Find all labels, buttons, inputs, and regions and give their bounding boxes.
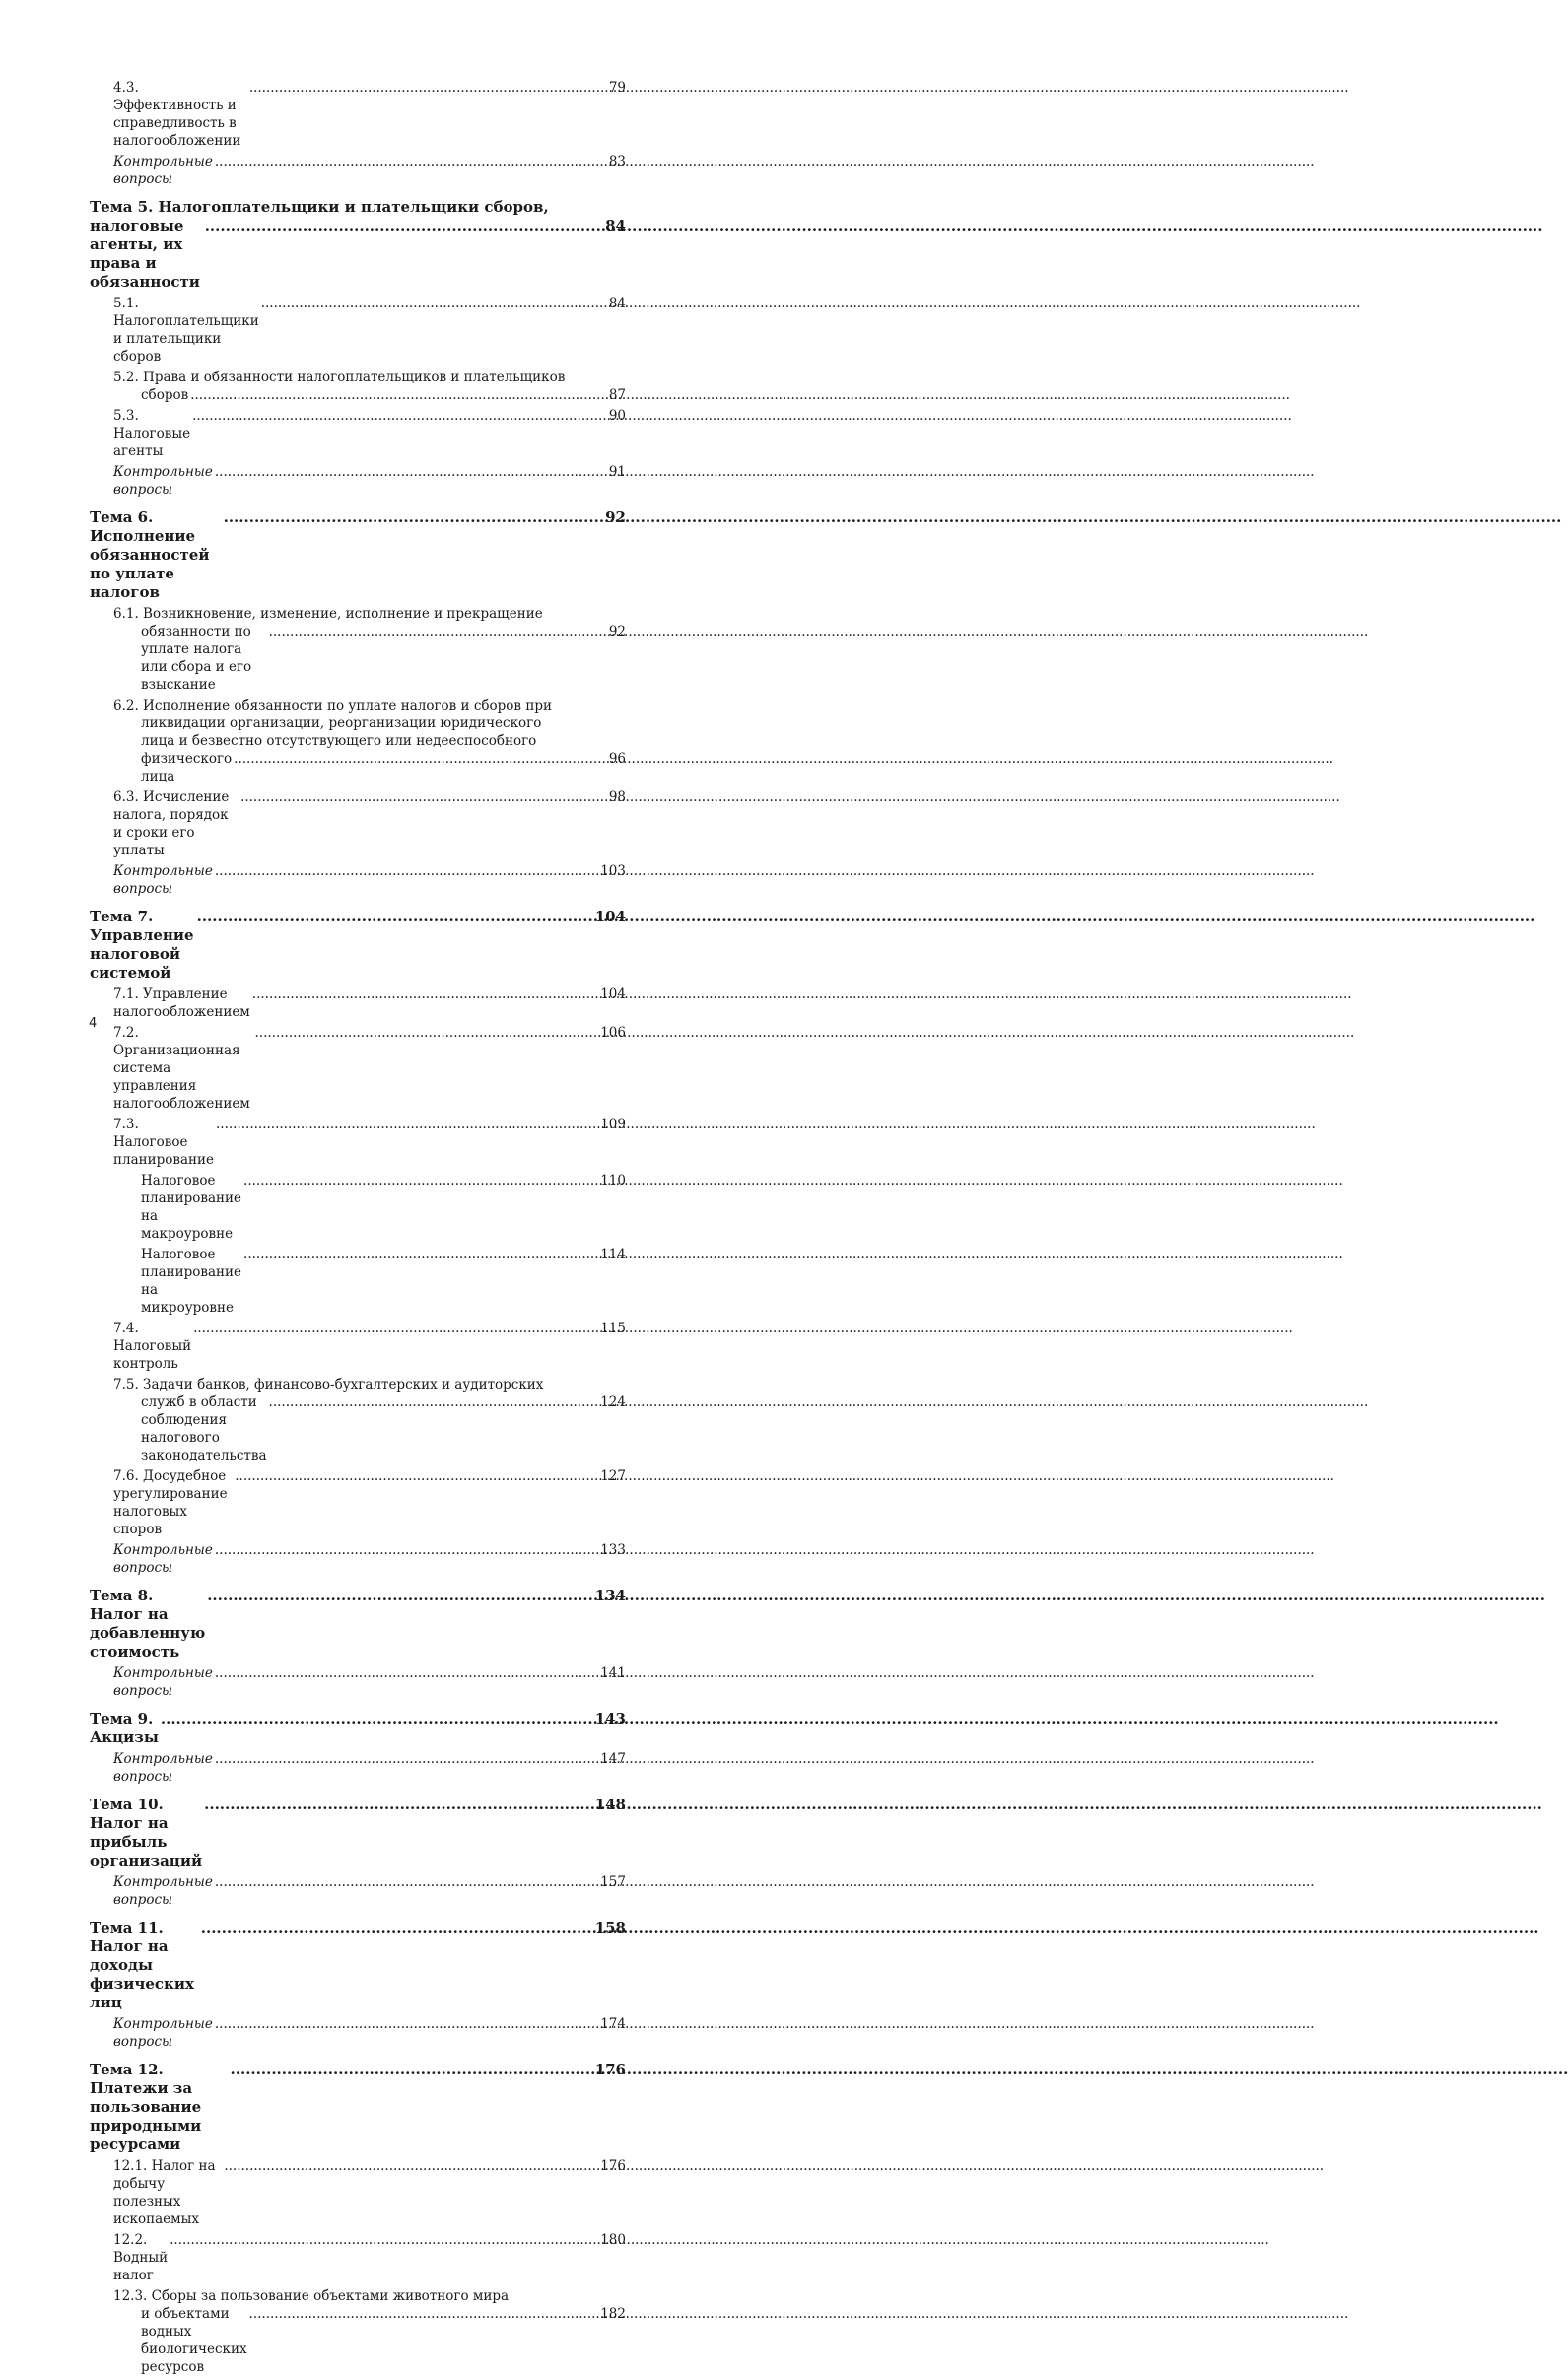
page-number: 4 — [89, 1016, 98, 1031]
toc-entry-page: 83 — [608, 154, 626, 170]
dot-leader — [240, 788, 607, 806]
toc-entry-page: 141 — [600, 1665, 626, 1681]
dot-leader — [215, 1750, 598, 1768]
toc-entry-5-2[interactable] — [90, 369, 626, 404]
toc-entry-title-line: 6.2. Исполнение обязанности по уплате налогов и сборов при — [113, 698, 552, 713]
toc-entry-7-1[interactable] — [90, 985, 626, 1021]
toc-entry-4-3[interactable] — [90, 79, 626, 150]
toc-entry-title-line: физического лица — [141, 751, 233, 784]
dot-leader — [215, 1873, 598, 1891]
toc-entry-title-line: 5.2. Права и обязанности налогоплательщиков и плательщиков — [113, 370, 566, 385]
dot-leader — [234, 750, 607, 768]
dot-leader — [249, 2305, 599, 2323]
toc-entry-title: Контрольные вопросы — [113, 154, 213, 187]
toc-entry-7-3-micro[interactable] — [90, 1246, 626, 1317]
toc-entry-page: 84 — [608, 296, 626, 311]
toc-entry-page: 124 — [600, 1394, 626, 1410]
toc-entry-title: 5.3. Налоговые агенты — [113, 408, 191, 459]
dot-leader — [215, 2015, 598, 2033]
toc-entry-review-questions[interactable] — [90, 1750, 626, 1786]
toc-entry-title-line: 12.3. Сборы за пользование объектами животного мира — [113, 2288, 510, 2304]
toc-entry-5-1[interactable] — [90, 295, 626, 366]
dot-leader — [224, 2157, 598, 2175]
dot-leader — [190, 386, 607, 404]
toc-entry-5-3[interactable] — [90, 407, 626, 460]
toc-entry-title: Контрольные вопросы — [113, 1665, 213, 1699]
toc-entry-title: 12.1. Налог на добычу полезных ископаемых — [113, 2158, 216, 2227]
toc-entry-title: 6.3. Исчисление налога, порядок и сроки его уплаты — [113, 789, 230, 858]
toc-topic-6[interactable] — [90, 509, 626, 602]
toc-topic-9[interactable] — [90, 1710, 626, 1747]
toc-entry-page: 84 — [605, 217, 626, 235]
dot-leader — [207, 1587, 592, 1605]
toc-topic-8[interactable] — [90, 1587, 626, 1662]
toc-entry-page: 92 — [608, 624, 626, 640]
toc-entry-title-line: обязанности по уплате налога или сбора и его взыскание — [141, 624, 252, 693]
toc-entry-title-line: налоговые агенты, их права и обязанности — [90, 217, 200, 291]
toc-entry-title: Контрольные вопросы — [113, 464, 213, 498]
dot-leader — [215, 153, 607, 170]
toc-entry-page: 92 — [605, 509, 626, 526]
toc-entry-title: 7.3. Налоговое планирование — [113, 1117, 215, 1168]
toc-entry-page: 90 — [608, 408, 626, 424]
document-page — [0, 0, 716, 2375]
dot-leader — [205, 217, 603, 236]
dot-leader — [269, 623, 607, 641]
toc-entry-page: 114 — [600, 1247, 626, 1262]
toc-entry-title-line: ликвидации организации, реорганизации юридического — [141, 715, 542, 731]
toc-entry-page: 127 — [600, 1468, 626, 1484]
toc-entry-title: Контрольные вопросы — [113, 1751, 213, 1785]
toc-entry-page: 174 — [600, 2016, 626, 2032]
toc-entry-title: Контрольные вопросы — [113, 1542, 213, 1576]
toc-entry-page: 91 — [608, 464, 626, 480]
toc-entry-review-questions[interactable] — [90, 153, 626, 188]
toc-entry-title-line: 6.1. Возникновение, изменение, исполнение и прекращение — [113, 606, 543, 622]
toc-entry-title-line: сборов — [141, 387, 189, 403]
toc-entry-7-2[interactable] — [90, 1024, 626, 1113]
toc-entry-6-2[interactable] — [90, 697, 626, 785]
toc-entry-page: 157 — [600, 1874, 626, 1890]
toc-entry-title: Контрольные вопросы — [113, 863, 213, 897]
dot-leader — [261, 295, 607, 312]
toc-entry-page: 98 — [608, 789, 626, 805]
toc-entry-review-questions[interactable] — [90, 2015, 626, 2051]
dot-leader — [204, 1796, 593, 1814]
toc-entry-12-1[interactable] — [90, 2157, 626, 2228]
toc-entry-page: 104 — [594, 908, 626, 925]
toc-entry-title: Тема 10. Налог на прибыль организаций — [90, 1796, 203, 1869]
dot-leader — [215, 1541, 598, 1559]
toc-entry-page: 182 — [600, 2306, 626, 2322]
toc-entry-7-3[interactable] — [90, 1116, 626, 1169]
toc-entry-title: Налоговое планирование на микроуровне — [141, 1247, 242, 1316]
toc-entry-title: Тема 7. Управление налоговой системой — [90, 908, 194, 982]
toc-entry-review-questions[interactable] — [90, 1873, 626, 1909]
dot-leader — [215, 862, 598, 880]
toc-topic-12[interactable] — [90, 2061, 626, 2154]
toc-entry-7-3-macro[interactable] — [90, 1172, 626, 1243]
toc-entry-title: 7.1. Управление налогообложением — [113, 986, 250, 1020]
toc-entry-title: Тема 9. Акцизы — [90, 1710, 159, 1746]
toc-topic-7[interactable] — [90, 908, 626, 983]
toc-entry-page: 134 — [594, 1587, 626, 1604]
toc-entry-page: 158 — [594, 1919, 626, 1936]
dot-leader — [215, 1664, 598, 1682]
toc-entry-page: 176 — [594, 2061, 626, 2078]
toc-entry-title: Тема 12. Платежи за пользование природными ресурсами — [90, 2061, 202, 2153]
toc-entry-page: 147 — [600, 1751, 626, 1767]
toc-entry-title: Тема 6. Исполнение обязанностей по уплате налогов — [90, 509, 210, 601]
toc-entry-6-1[interactable] — [90, 605, 626, 694]
dot-leader — [224, 509, 604, 527]
dot-leader — [193, 1320, 598, 1337]
dot-leader — [243, 1172, 598, 1189]
toc-entry-page: 176 — [600, 2158, 626, 2174]
toc-entry-page: 96 — [608, 751, 626, 767]
dot-leader — [170, 2231, 598, 2249]
dot-leader — [192, 407, 607, 425]
toc-entry-page: 133 — [600, 1542, 626, 1558]
toc-entry-title: 5.1. Налогоплательщики и плательщики сборов — [113, 296, 259, 365]
toc-entry-page: 79 — [608, 80, 626, 96]
toc-entry-page: 106 — [600, 1025, 626, 1041]
toc-entry-title-line: 7.5. Задачи банков, финансово-бухгалтерских и аудиторских — [113, 1377, 544, 1392]
toc-entry-title-line: служб в области соблюдения налогового законодательства — [141, 1394, 267, 1463]
toc-entry-page: 115 — [600, 1321, 626, 1336]
dot-leader — [161, 1710, 593, 1729]
dot-leader — [216, 1116, 598, 1133]
toc-entry-title-line: и объектами водных биологических ресурсов — [141, 2306, 247, 2375]
dot-leader — [243, 1246, 598, 1263]
toc-entry-6-3[interactable] — [90, 788, 626, 859]
toc-entry-page: 104 — [600, 986, 626, 1002]
toc-entry-7-6[interactable] — [90, 1467, 626, 1538]
dot-leader — [269, 1393, 599, 1411]
toc-entry-title: 7.2. Организационная система управления налогообложением — [113, 1025, 250, 1112]
toc-entry-review-questions[interactable] — [90, 1541, 626, 1577]
toc-entry-title: Налоговое планирование на макроуровне — [141, 1173, 242, 1242]
dot-leader — [215, 463, 607, 481]
toc-entry-title: Контрольные вопросы — [113, 1874, 213, 1908]
dot-leader — [197, 908, 593, 926]
toc-entry-page: 103 — [600, 863, 626, 879]
dot-leader — [252, 985, 598, 1003]
toc-entry-title-line: лица и безвестно отсутствующего или недееспособного — [141, 733, 537, 749]
toc-entry-review-questions[interactable] — [90, 1664, 626, 1700]
toc-topic-10[interactable] — [90, 1796, 626, 1870]
toc-entry-7-5[interactable] — [90, 1376, 626, 1464]
toc-entry-title: Тема 8. Налог на добавленную стоимость — [90, 1587, 206, 1661]
toc-entry-7-4[interactable] — [90, 1320, 626, 1373]
toc-entry-page: 110 — [600, 1173, 626, 1188]
toc-entry-review-questions[interactable] — [90, 862, 626, 898]
dot-leader — [249, 79, 607, 97]
toc-entry-title-line: Тема 5. Налогоплательщики и плательщики сборов, — [90, 198, 549, 216]
toc-entry-review-questions[interactable] — [90, 463, 626, 499]
toc-entry-title: 4.3. Эффективность и справедливость в налогообложении — [113, 80, 241, 149]
toc-topic-5[interactable] — [90, 198, 626, 292]
toc-entry-page: 143 — [594, 1710, 626, 1728]
toc-entry-title: 12.2. Водный налог — [113, 2232, 169, 2283]
toc-entry-title: Тема 11. Налог на доходы физических лиц — [90, 1919, 194, 2011]
toc-entry-title: 7.4. Налоговый контроль — [113, 1321, 192, 1372]
dot-leader — [235, 1467, 598, 1485]
toc-entry-page: 180 — [600, 2232, 626, 2248]
toc-entry-page: 148 — [594, 1796, 626, 1813]
dot-leader — [255, 1024, 599, 1042]
toc-entry-page: 87 — [608, 387, 626, 403]
toc-topic-11[interactable] — [90, 1919, 626, 2012]
toc-entry-12-2[interactable] — [90, 2231, 626, 2284]
toc-entry-title: Контрольные вопросы — [113, 2016, 213, 2050]
toc-entry-page: 109 — [600, 1117, 626, 1132]
toc-entry-title: 7.6. Досудебное урегулирование налоговых споров — [113, 1468, 228, 1537]
dot-leader — [231, 2061, 593, 2079]
dot-leader — [201, 1919, 593, 1937]
toc-entry-12-3[interactable] — [90, 2287, 626, 2376]
table-of-contents — [90, 79, 626, 2376]
